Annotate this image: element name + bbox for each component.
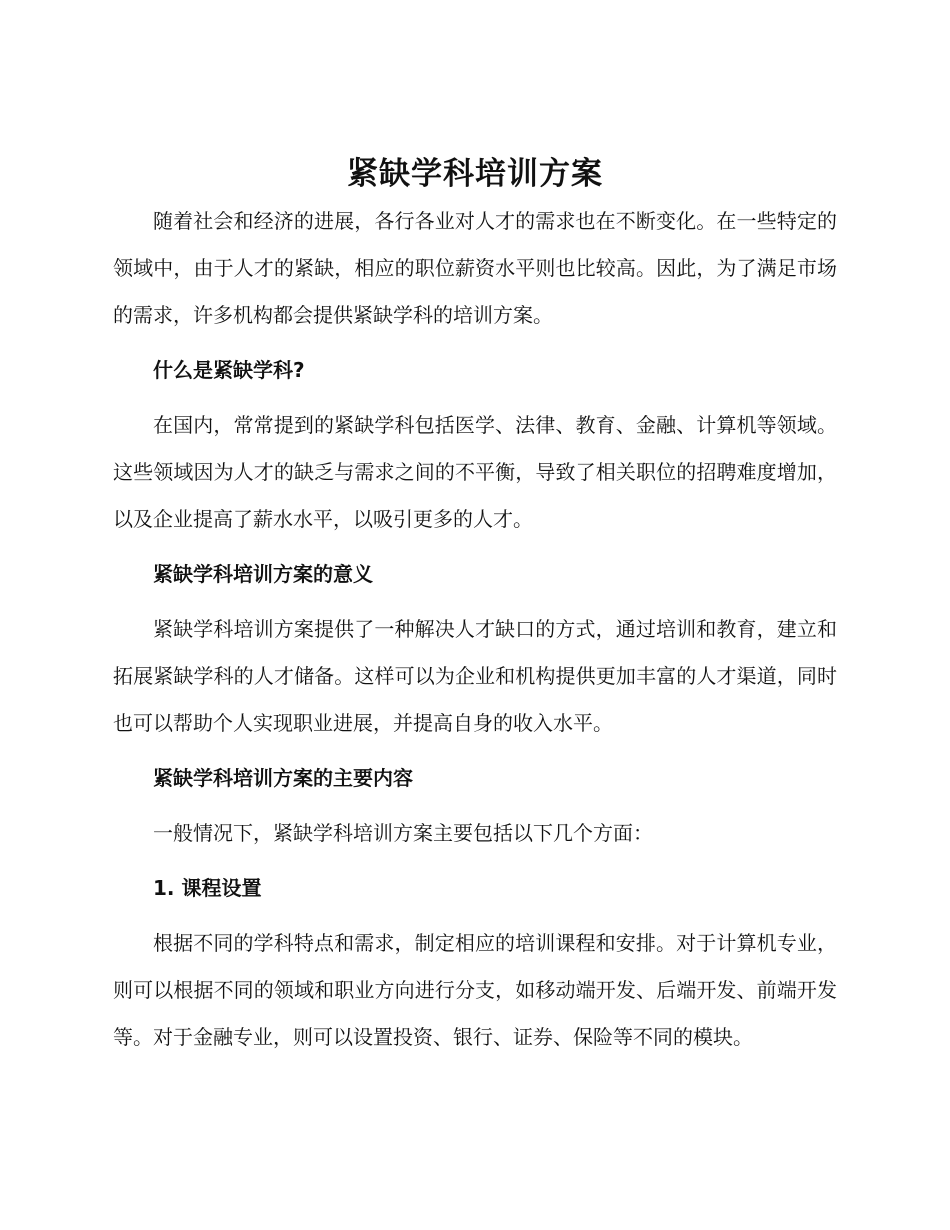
section-heading-what-is: 什么是紧缺学科?	[153, 358, 305, 382]
section-body-significance: 紧缺学科培训方案提供了一种解决人才缺口的方式，通过培训和教育，建立和拓展紧缺学科的人才储备。这样可以为企业和机构提供更加丰富的人才渠道，同时也可以帮助个人实现职业进展，并提高自身的收入水平。	[113, 617, 837, 735]
document-page	[113, 150, 837, 1061]
subsection-body-courses: 根据不同的学科特点和需求，制定相应的培训课程和安排。对于计算机专业，则可以根据不同的领域和职业方向进行分支，如移动端开发、后端开发、前端开发等。对于金融专业，则可以设置投资、银行、证券、保险等不同的模块。	[113, 931, 837, 1049]
section-body-what-is: 在国内，常常提到的紧缺学科包括医学、法律、教育、金融、计算机等领域。这些领域因为人才的缺乏与需求之间的不平衡，导致了相关职位的招聘难度增加，以及企业提高了薪水水平，以吸引更多的人才。	[113, 413, 837, 531]
subsection-heading-courses: 1. 课程设置	[153, 876, 262, 900]
section-body-main-content: 一般情况下，紧缺学科培训方案主要包括以下几个方面：	[153, 821, 653, 845]
intro-paragraph: 随着社会和经济的进展，各行各业对人才的需求也在不断变化。在一些特定的领域中，由于人才的紧缺，相应的职位薪资水平则也比较高。因此，为了满足市场的需求，许多机构都会提供紧缺学科的培训方案。	[113, 209, 837, 327]
section-heading-significance: 紧缺学科培训方案的意义	[153, 562, 373, 586]
section-heading-main-content: 紧缺学科培训方案的主要内容	[153, 766, 413, 790]
document-title: 紧缺学科培训方案	[347, 156, 603, 192]
